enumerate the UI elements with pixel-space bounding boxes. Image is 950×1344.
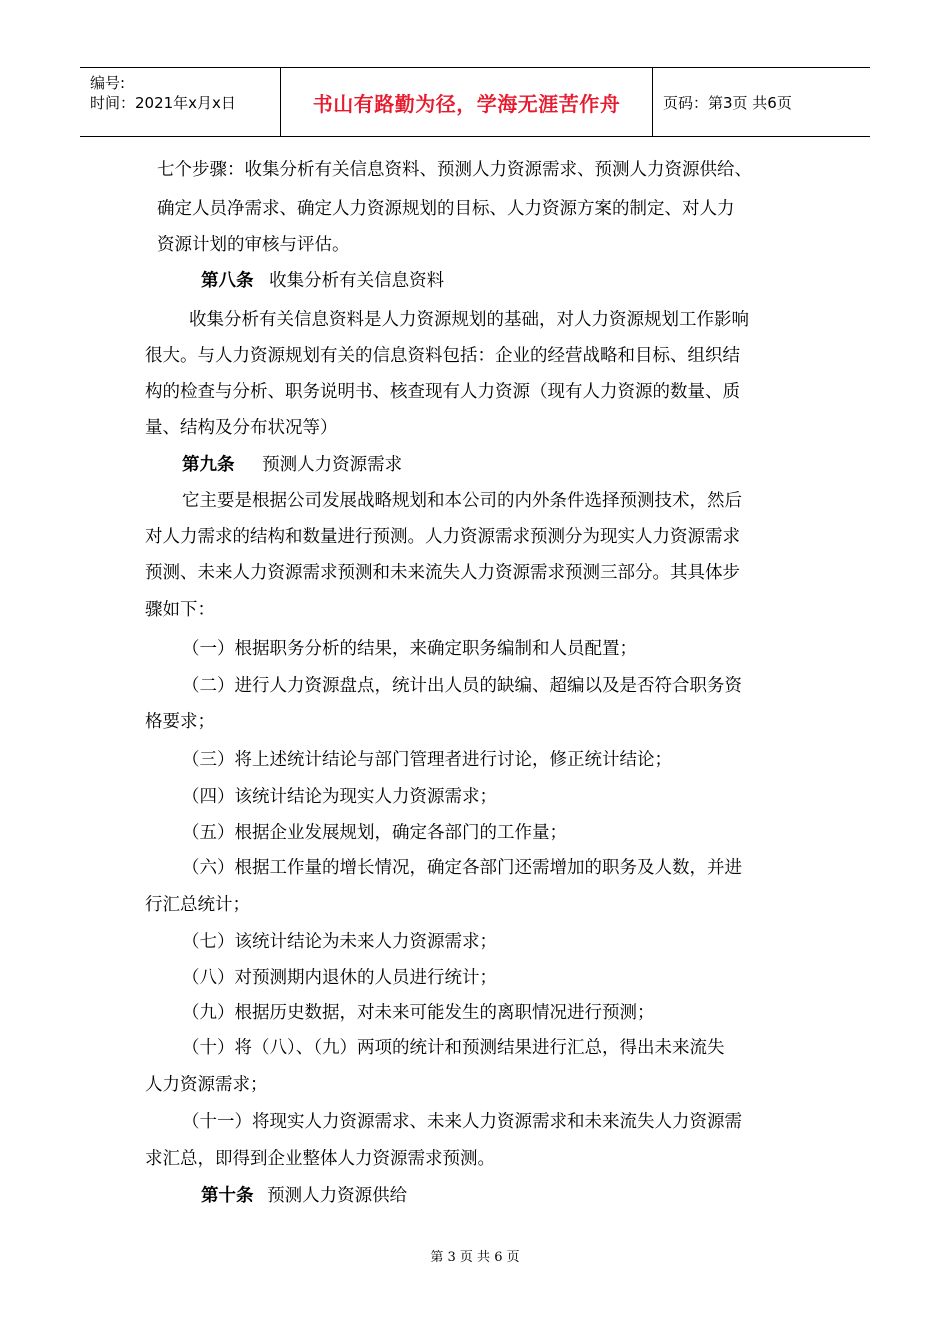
paragraph-line: 构的检查与分析、职务说明书、核查现有人力资源（现有人力资源的数量、质 [145, 382, 740, 402]
list-item: （八）对预测期内退休的人员进行统计； [182, 968, 497, 988]
article-9-heading [182, 453, 402, 477]
header-motto-cell [281, 68, 653, 136]
header-meta [80, 68, 281, 136]
article-8-title: 第八条 [201, 271, 254, 291]
paragraph-line: 量、结构及分布状况等） [145, 418, 338, 438]
list-item: （七）该统计结论为未来人力资源需求； [182, 932, 497, 952]
list-item: （五）根据企业发展规划，确定各部门的工作量； [182, 823, 567, 843]
article-10-title: 第十条 [201, 1186, 254, 1206]
list-item: （三）将上述统计结论与部门管理者进行讨论，修正统计结论； [182, 750, 672, 770]
paragraph-line: 它主要是根据公司发展战略规划和本公司的内外条件选择预测技术，然后 [182, 491, 742, 511]
list-item: （六）根据工作量的增长情况，确定各部门还需增加的职务及人数，并进 [182, 858, 742, 878]
list-item: （二）进行人力资源盘点，统计出人员的缺编、超编以及是否符合职务资 [182, 676, 742, 696]
list-item: 格要求； [145, 712, 215, 732]
paragraph-line: 七个步骤：收集分析有关信息资料、预测人力资源需求、预测人力资源供给、 [157, 160, 752, 180]
motto: 书山有路勤为径，学海无涯苦作舟 [312, 91, 621, 116]
list-item: （四）该统计结论为现实人力资源需求； [182, 787, 497, 807]
paragraph-line: 资源计划的审核与评估。 [157, 235, 350, 255]
page-footer: 第 3 页 共 6 页 [430, 1250, 520, 1265]
list-item: （一）根据职务分析的结果，来确定职务编制和人员配置； [182, 639, 637, 659]
article-10-heading [201, 1184, 407, 1208]
list-item: 人力资源需求； [145, 1075, 268, 1095]
paragraph-line: 骤如下： [145, 600, 215, 620]
document-header [80, 67, 870, 137]
article-8-subject: 收集分析有关信息资料 [269, 271, 445, 291]
list-item: （九）根据历史数据，对未来可能发生的离职情况进行预测； [182, 1003, 655, 1023]
paragraph-line: 收集分析有关信息资料是人力资源规划的基础，对人力资源规划工作影响 [189, 310, 749, 330]
article-10-subject: 预测人力资源供给 [267, 1186, 408, 1206]
page-label: 页码：第3页 共6页 [663, 93, 792, 112]
paragraph-line: 很大。与人力资源规划有关的信息资料包括：企业的经营战略和目标、组织结 [145, 346, 740, 366]
article-8-heading [201, 269, 444, 293]
date-label: 时间：2021年x月x日 [90, 94, 236, 112]
list-item: 求汇总，即得到企业整体人力资源需求预测。 [145, 1149, 495, 1169]
list-item: （十一）将现实人力资源需求、未来人力资源需求和未来流失人力资源需 [182, 1112, 742, 1132]
header-page-cell [653, 68, 870, 136]
paragraph-line: 确定人员净需求、确定人力资源规划的目标、人力资源方案的制定、对人力 [157, 199, 735, 219]
article-9-title: 第九条 [182, 455, 235, 475]
article-9-subject: 预测人力资源需求 [262, 455, 403, 475]
list-item: 行汇总统计； [145, 895, 250, 915]
paragraph-line: 预测、未来人力资源需求预测和未来流失人力资源需求预测三部分。其具体步 [145, 563, 740, 583]
list-item: （十）将（八）、（九）两项的统计和预测结果进行汇总，得出未来流失 [182, 1038, 725, 1058]
number-label: 编号: [90, 74, 126, 92]
paragraph-line: 对人力需求的结构和数量进行预测。人力资源需求预测分为现实人力资源需求 [145, 527, 740, 547]
